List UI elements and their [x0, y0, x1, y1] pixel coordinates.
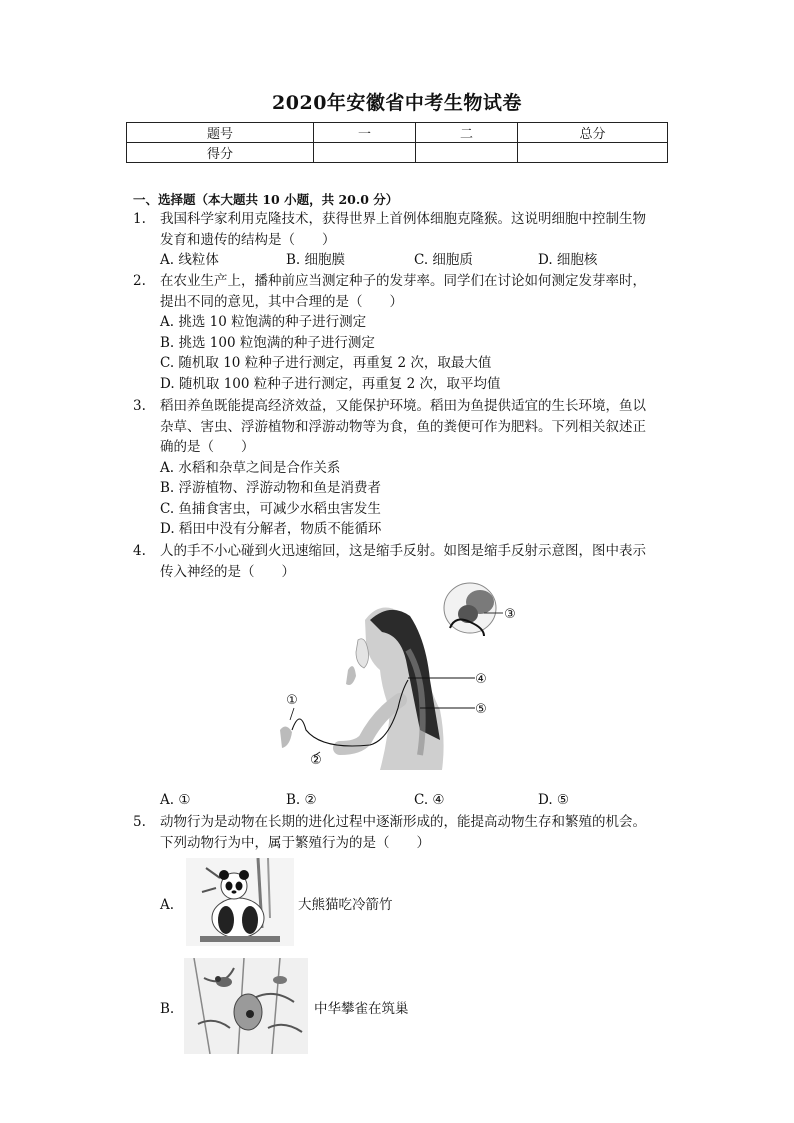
- score-header-cell: 总分: [518, 123, 668, 143]
- score-header-cell: 题号: [127, 123, 314, 143]
- question-4: [133, 541, 673, 582]
- question-4-options: [133, 790, 673, 811]
- question-stem-line: 稻田养鱼既能提高经济效益，又能保护环境。稻田为鱼提供适宜的生长环境，鱼以: [160, 398, 646, 414]
- question-number: 1.: [133, 211, 146, 227]
- option-d: D. ⑤: [538, 792, 570, 808]
- option-row: [160, 790, 673, 811]
- score-table: [126, 122, 668, 163]
- score-cell: [314, 143, 416, 163]
- panda-image: [186, 858, 294, 946]
- option-row: [160, 250, 673, 271]
- question-1: [133, 209, 673, 271]
- option-c: C. 细胞质: [414, 252, 473, 268]
- question-stem-line: 我国科学家利用克隆技术，获得世界上首例体细胞克隆猴。这说明细胞中控制生物: [160, 211, 646, 227]
- question-stem-line: 杂草、害虫、浮游植物和浮游动物等为食，鱼的粪便可作为肥料。下列相关叙述正: [160, 418, 646, 435]
- question-stem-line: 下列动物行为中，属于繁殖行为的是（ ）: [160, 834, 430, 851]
- score-header-cell: 二: [416, 123, 518, 143]
- question-3: [133, 396, 673, 540]
- question-stem-line: 确的是（ ）: [160, 439, 255, 455]
- option-b: B. ②: [286, 792, 317, 808]
- option-b: B. 细胞膜: [286, 252, 346, 268]
- score-table-row: [127, 143, 668, 163]
- option-a: A. 水稻和杂草之间是合作关系: [160, 459, 341, 476]
- score-header-cell: 一: [314, 123, 416, 143]
- option-a: A. 线粒体: [160, 252, 219, 268]
- option-a: A. ①: [160, 792, 191, 808]
- label-1: ①: [286, 693, 298, 708]
- label-2: ②: [310, 753, 322, 768]
- score-row-label: 得分: [127, 143, 314, 163]
- option-d: D. 稻田中没有分解者，物质不能循环: [160, 521, 382, 537]
- bird-nest-image: [184, 958, 308, 1054]
- option-c: C. ④: [414, 792, 445, 808]
- option-b: B. 浮游植物、浮游动物和鱼是消费者: [160, 480, 382, 496]
- option-a: A.: [160, 897, 175, 913]
- question-number: 5.: [133, 814, 146, 830]
- caption-a: 大熊猫吃冷箭竹: [298, 897, 393, 913]
- caption-b: 中华攀雀在筑巢: [314, 1001, 409, 1017]
- question-2: [133, 271, 673, 394]
- question-stem-line: 人的手不小心碰到火迅速缩回，这是缩手反射。如图是缩手反射示意图，图中表示: [160, 543, 646, 559]
- option-b: B.: [160, 1001, 175, 1017]
- score-cell: [416, 143, 518, 163]
- section-header: 一、选择题（本大题共 10 小题，共 20.0 分）: [133, 192, 399, 207]
- label-5: ⑤: [475, 702, 487, 717]
- option-d: D. 随机取 100 粒种子进行测定，再重复 2 次，取平均值: [160, 375, 501, 392]
- reflex-arc-figure: [270, 580, 530, 780]
- option-c: C. 随机取 10 粒种子进行测定，再重复 2 次，取最大值: [160, 355, 492, 371]
- option-c: C. 鱼捕食害虫，可减少水稻虫害发生: [160, 500, 381, 517]
- score-table-header-row: [127, 123, 668, 143]
- option-b: B. 挑选 100 粒饱满的种子进行测定: [160, 334, 375, 351]
- question-5: [133, 812, 673, 853]
- label-4: ④: [475, 672, 487, 687]
- question-number: 2.: [133, 273, 146, 289]
- brain-inset-image: [444, 583, 503, 636]
- question-stem-line: 提出不同的意见，其中合理的是（ ）: [160, 293, 403, 310]
- option-d: D. 细胞核: [538, 252, 598, 268]
- label-3: ③: [504, 607, 516, 622]
- question-stem-line: 发育和遗传的结构是（ ）: [160, 231, 336, 248]
- exam-title: 2020年安徽省中考生物试卷: [272, 92, 522, 114]
- question-stem-line: 传入神经的是（ ）: [160, 563, 295, 580]
- question-stem-line: 在农业生产上，播种前应当测定种子的发芽率。同学们在讨论如何测定发芽率时，: [160, 273, 646, 289]
- score-cell: [518, 143, 668, 163]
- question-number: 3.: [133, 398, 146, 414]
- question-number: 4.: [133, 543, 146, 559]
- question-stem-line: 动物行为是动物在长期的进化过程中逐渐形成的，能提高动物生存和繁殖的机会。: [160, 814, 646, 830]
- option-a: A. 挑选 10 粒饱满的种子进行测定: [160, 314, 367, 330]
